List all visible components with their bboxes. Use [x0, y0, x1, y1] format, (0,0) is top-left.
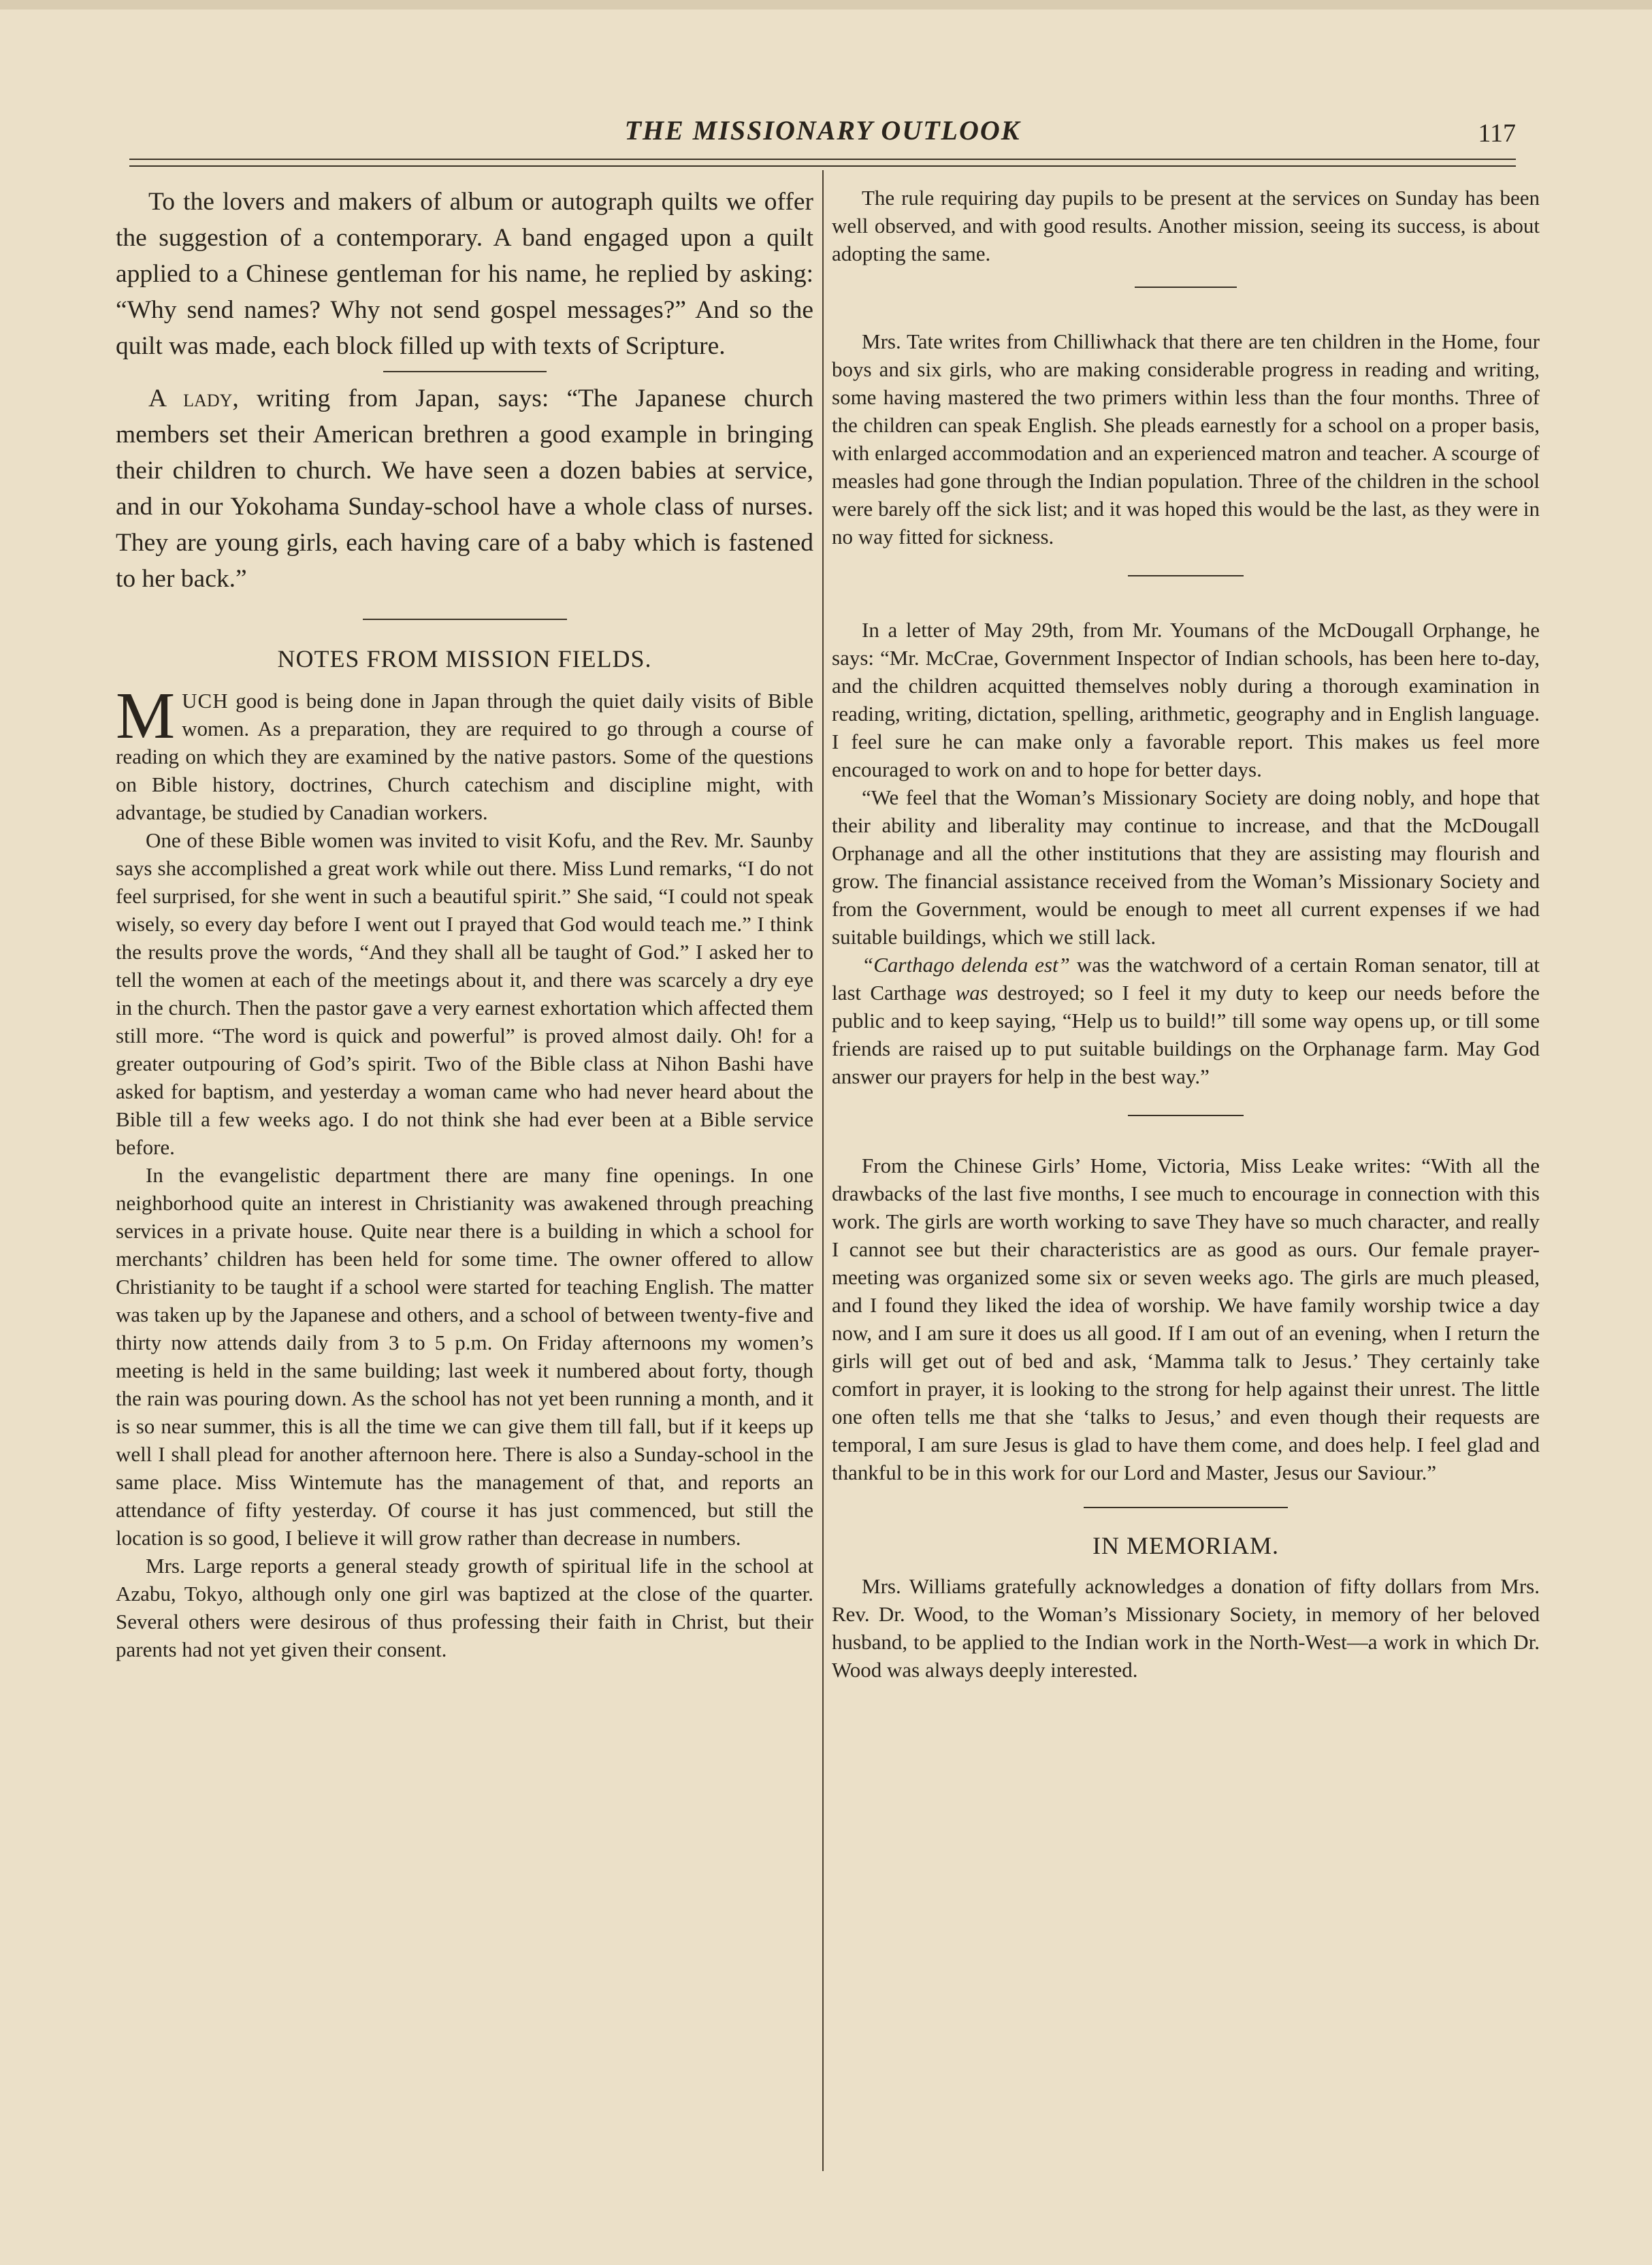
notes-p1-text: good is being done in Japan through the quiet daily visits of Bible women. As a preparation, they are required to go through a course of reading on which they are examined by the native pastors. Some of the questions on Bible history, doctrines, Church catechism and discipline might, with advantage, be studied by Canadian workers.: [116, 689, 813, 824]
running-header: [129, 114, 1516, 155]
carthago-quote: “Carthago delenda est”: [862, 953, 1070, 977]
notes-paragraph-1: [116, 679, 813, 826]
right-column: [832, 184, 1540, 1684]
carthago-was: was: [955, 981, 988, 1005]
paragraph-carthago: [832, 951, 1540, 1090]
left-column: [116, 184, 813, 1663]
paragraph-youmans-2: “We feel that the Woman’s Missionary Society are doing nobly, and hope that their ability and liberality may continue to increase, and that the McDougall Orphanage and all the other institutions that they are assisting may flourish and grow. The financial assistance received from the Woman’s Missionary Society and from the Government, would be enough to meet all current expenses if we had suitable buildings, which we still lack.: [832, 785, 1540, 949]
running-title: THE MISSIONARY OUTLOOK: [624, 115, 1021, 146]
drop-cap: M: [116, 679, 176, 753]
separator: [1128, 1115, 1244, 1116]
separator: [1128, 575, 1244, 576]
paragraph-miss-leake: From the Chinese Girls’ Home, Victoria, Miss Leake writes: “With all the drawbacks of the last five months, I see much to encourage in connection with this work. The girls are worth working to save They have so much character, and really I cannot see but their characteristics are as good as ours. Our female prayer-meeting was organized some six or seven weeks ago. The girls are much pleased, and I found they liked the idea of worship. We have family worship twice a day now, and I am sure it does us all good. If I am out of an evening, when I return the girls will get out of bed and ask, ‘Mamma talk to Jesus.’ They certainly take comfort in prayer, it is looking to the strong for help against their unrest. The little one often tells me that she ‘talks to Jesus,’ and even though their requests are temporal, I am sure Jesus is glad to have them come, and does help. I feel glad and thankful to be in this work for our Lord and Master, Jesus our Saviour.”: [832, 1154, 1540, 1484]
notes-paragraph-4: Mrs. Large reports a general steady growth of spiritual life in the school at Azabu, Tokyo, although only one girl was baptized at the close of the quarter. Several others were desirous of thus professing their faith in Christ, but their parents had not yet given their consent.: [116, 1554, 813, 1661]
separator: [363, 619, 567, 620]
page-number: 117: [1478, 119, 1516, 148]
notes-paragraph-2: One of these Bible women was invited to visit Kofu, and the Rev. Mr. Saunby says she accomplished a great work while out there. Miss Lund remarks, “I do not feel surprised, for she went in such a beautiful spirit.” She said, “I could not speak wisely, so every day before I went out I prayed that God would teach me.” I think the results prove the words, “And they shall all be taught of God.” I asked her to tell the women at each of the meetings about it, and there was scarcely a dry eye in the church. Then the pastor gave a very earnest exhortation which affected them still more. “The word is quick and powerful” is proved almost daily. Oh! for a greater outpouring of God’s spirit. Two of the Bible class at Nihon Bashi have asked for baptism, and yesterday a woman came who had never heard about the Bible till a few weeks ago. I do not think she had ever been at a Bible service before.: [116, 828, 813, 1159]
lady-text: , writing from Japan, says: “The Japanese church members set their American brethren a good example in bringing their children to church. We have seen a dozen babies at service, and in our Yokohama Sunday-school have a whole class of nurses. They are young girls, each having care of a baby which is fastened to her back.”: [116, 385, 813, 593]
carthago-mid: was the watchword of a certain Roman senator, till at last Carthage: [832, 953, 1540, 1005]
column-divider: [822, 170, 824, 2171]
paragraph-album-quilts: To the lovers and makers of album or autograph quilts we offer the suggestion of a contemporary. A band engaged upon a quilt applied to a Chinese gentleman for his name, he replied by asking: “Why send names? Why not send gospel messages?” And so the quilt was made, each block filled up with texts of Scripture.: [116, 188, 813, 360]
header-rule: [129, 159, 1516, 160]
lady-lead: A lady: [148, 385, 233, 412]
paragraph-mrs-tate: Mrs. Tate writes from Chilliwhack that there are ten children in the Home, four boys and six girls, who are making considerable progress in reading and writing, some having mastered the two primers within less than the four months. Three of the children can speak English. She pleads earnestly for a school on a proper basis, with enlarged accommodation and an experienced matron and teacher. A scourge of measles had gone through the Indian population. Three of the children in the school were barely off the sick list; and it was hoped this would be the last, as they were in no way fitted for sickness.: [832, 329, 1540, 549]
paragraph-memoriam: Mrs. Williams gratefully acknowledges a donation of fifty dollars from Mrs. Rev. Dr. Wood, to the Woman’s Missionary Society, in memory of her beloved husband, to be applied to the Indian work in the North-West—a work in which Dr. Wood was always deeply interested.: [832, 1574, 1540, 1682]
notes-paragraph-3: In the evangelistic department there are many fine openings. In one neighborhood quite an interest in Christianity was awakened through preaching services in a private house. Quite near there is a building in which a school for merchants’ children has been held for some time. The owner offered to allow Christianity to be taught if a school were started for teaching English. The matter was taken up by the Japanese and others, and a school of between twenty-five and thirty now attends daily from 3 to 5 p.m. On Friday afternoons my women’s meeting is held in the same building; last week it numbered about forty, though the rain was pouring down. As the school has not yet been running a month, and it is so near summer, this is all the time we can give them till fall, but if it keeps up well I shall plead for another afternoon here. There is also a Sunday-school in the same place. Miss Wintemute has the management of that, and reports an attendance of fifty yesterday. Of course it has just commenced, but still the location is so good, I believe it will grow rather than decrease in numbers.: [116, 1163, 813, 1550]
paragraph-day-pupils: The rule requiring day pupils to be present at the services on Sunday has been well observed, and with good results. Another mission, seeing its success, is about adopting the same.: [832, 186, 1540, 265]
page-edge: [0, 0, 1652, 10]
memoriam-section-title: IN MEMORIAM.: [1092, 1532, 1279, 1559]
paragraph-lady-japan: [116, 380, 813, 597]
separator: [1084, 1507, 1288, 1508]
notes-first-word: UCH: [182, 689, 229, 713]
header-rule-lower: [129, 165, 1516, 167]
notes-section-title: NOTES FROM MISSION FIELDS.: [277, 645, 652, 672]
carthago-rest: destroyed; so I feel it my duty to keep our needs before the public and to keep saying, “Help us to build!” till some way opens up, or till some friends are raised up to put suitable buildings on the Orphanage farm. May God answer our prayers for help in the best way.”: [832, 981, 1540, 1088]
separator: [383, 371, 547, 372]
separator: [1135, 287, 1237, 288]
paragraph-youmans-1: In a letter of May 29th, from Mr. Youmans of the McDougall Orphange, he says: “Mr. McCrae, Government Inspector of Indian schools, has been here to-day, and the children acquitted themselves nobly during a thorough examination in reading, writing, dictation, spelling, arithmetic, geography and in English language. I feel sure he can make only a favorable report. This makes us feel more encouraged to work on and to hope for better days.: [832, 618, 1540, 781]
